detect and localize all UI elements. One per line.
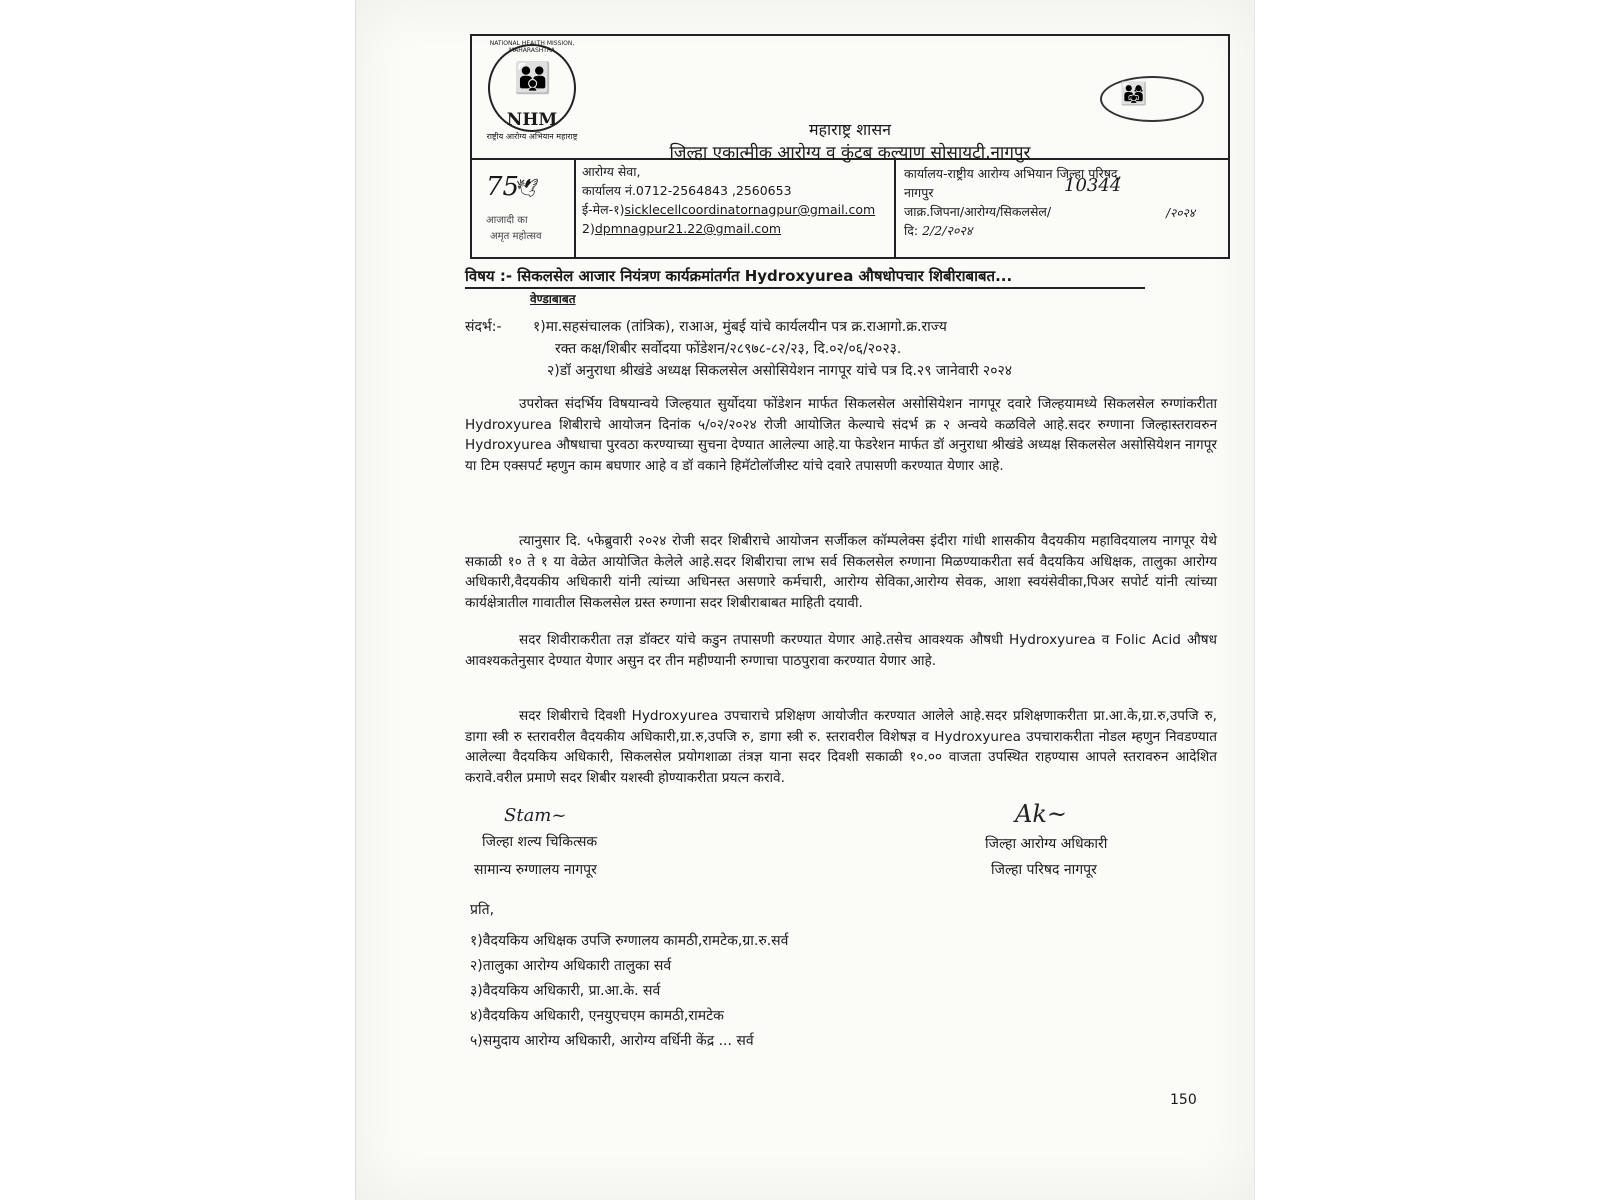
reference-label: संदर्भ:- [465, 319, 502, 335]
subject-rule [465, 287, 1145, 289]
handwritten-number: 10344 [1064, 175, 1122, 196]
recipient-item: १)वैदयकिय अधिक्षक उपजि रुग्णालय कामठी,रामटेक,ग्रा.रु.सर्व [470, 933, 789, 949]
body-paragraph-3: सदर शिवीराकरीता तज्ञ डॉक्टर यांचे कडुन तपासणी करण्यात येणार आहे.तसेच आवश्यक औषधी Hydroxyurea व Folic Acid औषध आवश्यकतेनुसार देण्यात येणार असुन दर तीन महीण्यानी रुग्णाचा पाठपुरावा करण्यात येणार आहे. [465, 632, 1217, 669]
signatory-title: जिल्हा शल्य चिकित्सक [482, 834, 598, 850]
subject-sub: वेण्डाबाबत [530, 292, 576, 306]
contact-block [576, 160, 896, 257]
contact-line1: आरोग्य सेवा, [582, 164, 641, 179]
body-paragraph-1: उपरोक्त संदर्भिय विषयान्वये जिल्हयात सुर्योदया फोंडेशन मार्फत सिकलसेल असोसियेशन नागपूर दवारे जिल्हयामध्ये सिकलसेल रुग्णांकरीता Hydroxyurea शिबीराचे आयोजन दिनांक ५/०२/२०२४ रोजी आयोजित केल्याचे संदर्भ क्र २ अन्वये कळविले आहे.सदर रुग्णाना जिल्हास्तरावरुन Hydroxyurea औषधाचा पुरवठा करण्याच्या सुचना देण्यात आलेल्या आहे.या फेडरेशन मार्फत डॉ अनुराधा श्रीखंडे अध्यक्ष सिकलसेल असोसियेशन नागपूर या टिम एक्सपर्ट म्हणुन काम बघणार आहे व डॉ वकाने हिमॅटोलॉजीस्ट यांचे दवारे तपासणी करण्यात येणार आहे. [465, 396, 1217, 474]
office-ref-year: /२०२४ [1166, 206, 1196, 220]
society-name: जिल्हा एकात्मीक आरोग्य व कुंटब कल्याण सोसायटी,नागपुर [669, 143, 1031, 163]
office-line2: नागपुर [904, 185, 934, 200]
logo-oval [1100, 76, 1204, 122]
signatory-title: जिल्हा आरोग्य अधिकारी [985, 836, 1108, 852]
date-value: 2/2/२०२४ [922, 223, 973, 238]
recipients-block [470, 900, 1070, 1054]
nhm-arc-text: NATIONAL HEALTH MISSION, MAHARASHTRA [489, 40, 575, 54]
signatory-office: जिल्हा परिषद नागपूर [991, 862, 1097, 878]
letterhead [470, 34, 1230, 259]
family-icon: 👪 [514, 61, 552, 96]
body-paragraph-2: त्यानुसार दि. ५फेब्रुवारी २०२४ रोजी सदर शिबीराचे आयोजन सर्जीकल कॉम्पलेक्स इंदीरा गांधी शासकीय वैदयकीय महाविदयालय नागपूर येथे सकाळी १० ते १ या वेळेत आयोजित केलेले आहे.सदर शिबीराचा लाभ सर्व सिकलसेल रुग्णाना मिळण्याकरीता सर्व वैदयकिय अधिक्षक, तालुका आरोग्य अधिकारी,वैदयकीय अधिकारी यांनी त्यांच्या अधिनस्त असणारे कर्मचारी, आरोग्य सेविका,आरोग्य सेवक, आशा स्वयंसेवीका,पिअर सपोर्ट यांनी त्यांच्या कार्यक्षेत्रातील गावातील सिकलसेल ग्रस्त रुग्णाना सदर शिबीराबाबत माहिती दयावी. [465, 533, 1217, 611]
body-paragraph-4: सदर शिबीराचे दिवशी Hydroxyurea उपचाराचे प्रशिक्षण आयोजीत करण्यात आलेले आहे.सदर प्रशिक्षणाकरीता प्रा.आ.के,ग्रा.रु,उपजि रु, डागा स्त्री रु स्तरावरील वैदयकीय अधिकारी,ग्रा.रु,उपजि रु, डागा स्त्री रु. स्तरावरील विशेषज्ञ व Hydroxyurea उपचाराकरीता नोडल म्हणुन निवडण्यात आलेल्या वैदयकिय अधिकारी, सिकलसेल प्रयोगशाळा तंत्रज्ञ याना सदर दिवशी सकाळी १०.०० वाजता उपस्थित राहण्यास आपले स्तरावरुन आदेशित करावे.वरील प्रमाणे सदर शिबीर यशस्वी होण्याकरीता प्रयत्न करावे. [465, 708, 1217, 786]
office-line1: कार्यालय-राष्ट्रीय आरोग्य अभियान जिल्हा परिषद, [904, 166, 1122, 181]
email1-prefix: ई-मेल-१) [582, 202, 625, 217]
reference-item: रक्त कक्ष/शिबीर सर्वोदया फोंडेशन/२८९७८-८२/२३, दि.०२/०६/२०२३. [555, 341, 902, 357]
letterhead-bottom [472, 160, 1228, 257]
recipient-item: ५)समुदाय आरोग्य अधिकारी, आरोग्य वर्धिनी केंद्र ... सर्व [470, 1033, 754, 1049]
flag-icon: 🕊 [516, 178, 539, 199]
government-title: महाराष्ट्र शासन [808, 120, 892, 139]
nhm-abbr: NHM [506, 110, 558, 130]
contact-phone: कार्यालय नं.0712-2564843 ,2560653 [582, 183, 792, 198]
recipients-heading: प्रति, [470, 902, 495, 918]
azadi-line2: अमृत महोत्सव [490, 231, 542, 242]
email2-link[interactable]: dpmnagpur21.22@gmail.com [594, 221, 782, 236]
signatory-office: सामान्य रुग्णालय नागपूर [474, 862, 597, 878]
reference-items [533, 316, 1223, 382]
people-icon: 👨‍👩‍👧 [1120, 82, 1148, 107]
office-date-row [904, 221, 1220, 240]
contact-email2-row [582, 219, 888, 238]
nhm-subtitle: राष्ट्रीय आरोग्य अभियान महाराष्ट्र [486, 132, 578, 141]
subject-line: विषय :- सिकलसेल आजार नियंत्रण कार्यक्रमांतर्गत Hydroxyurea औषधोपचार शिबीराबाबत... [465, 267, 1013, 285]
email2-prefix: 2) [582, 221, 595, 236]
contact-email1-row [582, 200, 888, 219]
page-number: 150 [1170, 1092, 1197, 1108]
office-block [896, 160, 1228, 257]
reference-item: २)डॉ अनुराधा श्रीखंडे अध्यक्ष सिकलसेल असोसियेशन नागपूर यांचे पत्र दि.२९ जानेवारी २०२४ [547, 363, 1013, 379]
reference-item: १)मा.सहसंचालक (तांत्रिक), राआअ, मुंबई यांचे कार्यलयीन पत्र क्र.राआगो.क्र.राज्य [533, 319, 947, 335]
recipient-item: ४)वैदयकिय अधिकारी, एनयुएचएम कामठी,रामटेक [470, 1008, 724, 1024]
signature-mark: Ak~ [1015, 800, 1067, 828]
email1-link[interactable]: sicklecellcoordinatornagpur@gmail.com [624, 202, 876, 217]
azadi-line1: आजादी का [486, 215, 528, 226]
azadi-number: 75 [486, 172, 520, 202]
recipient-item: ३)वैदयकिय अधिकारी, प्रा.आ.के. सर्व [470, 983, 661, 999]
azadi-logo [472, 160, 576, 257]
date-label: दि: [904, 223, 919, 238]
office-ref-no: जाक्र.जिपना/आरोग्य/सिकलसेल/ [904, 204, 1052, 219]
recipient-item: २)तालुका आरोग्य अधिकारी तालुका सर्व [470, 958, 672, 974]
letterhead-top [472, 36, 1228, 163]
signature-mark: Stam~ [504, 805, 567, 826]
